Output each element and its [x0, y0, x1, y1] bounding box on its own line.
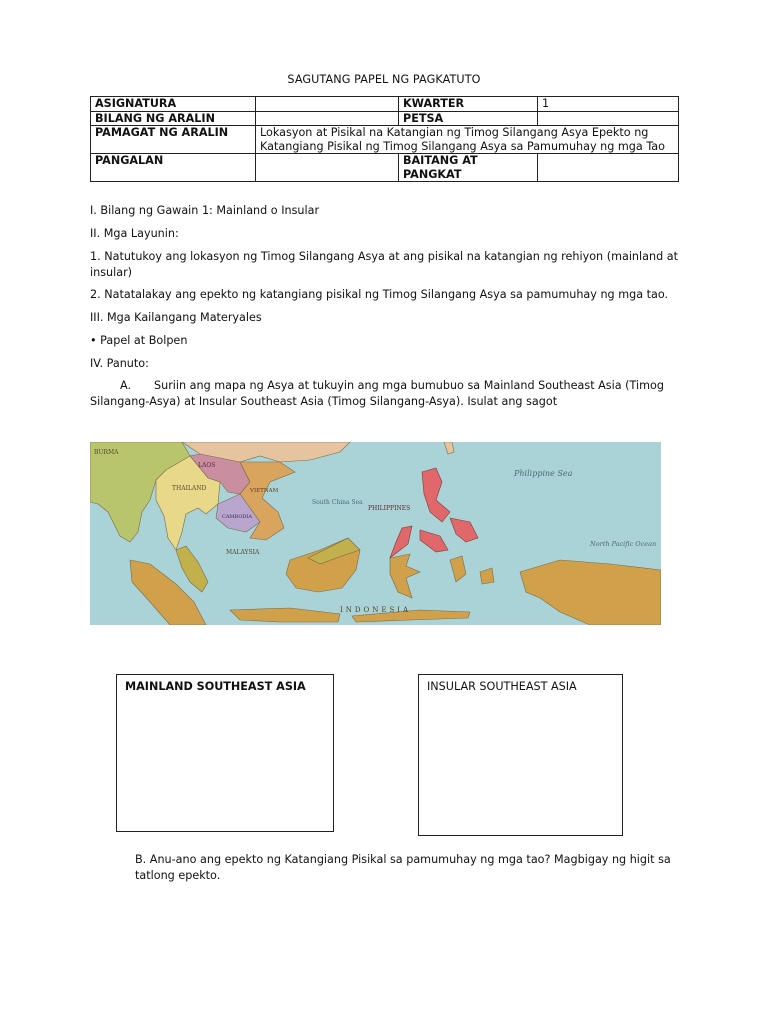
kwarter-field[interactable]: 1 — [538, 97, 679, 112]
map-label-cambodia: CAMBODIA — [222, 514, 253, 520]
map-label-south-china-sea: South China Sea — [312, 499, 363, 506]
kwarter-label: KWARTER — [399, 97, 538, 112]
petsa-field[interactable] — [538, 111, 679, 126]
panuto-b: B. Anu-ano ang epekto ng Katangiang Pisikal sa pamumuhay ng mga tao? Magbigay ng higit sa tatlong epekto. — [135, 853, 671, 882]
mainland-answer-box[interactable] — [116, 674, 334, 832]
map-label-indonesia: INDONESIA — [340, 606, 412, 614]
map-label-burma: BURMA — [94, 449, 119, 456]
info-table — [90, 96, 679, 182]
panuto-a — [90, 378, 670, 409]
map-label-vietnam: VIETNAM — [250, 488, 279, 494]
asignatura-field[interactable] — [256, 97, 399, 112]
map-label-north-pacific: North Pacific Ocean — [590, 540, 657, 548]
materyales-heading: III. Mga Kailangang Materyales — [90, 311, 262, 324]
pamagat-label: PAMAGAT NG ARALIN — [91, 126, 256, 154]
baitang-label: BAITANG AT PANGKAT — [399, 154, 538, 182]
southeast-asia-map — [90, 442, 661, 625]
petsa-label: PETSA — [399, 111, 538, 126]
insular-box-label: INSULAR SOUTHEAST ASIA — [427, 680, 577, 693]
panuto-a-text: Suriin ang mapa ng Asya at tukuyin ang mga bumubuo sa Mainland Southeast Asia (Timog Silangang-Asya) at Insular Southeast Asia (Timog Silangang-Asya). Isulat ang sagot — [90, 379, 664, 408]
pamagat-field[interactable]: Lokasyon at Pisikal na Katangian ng Timog Silangang Asya Epekto ng Katangiang Pisikal ng Timog Silangang Asya sa Pamumuhay ng mga Tao — [256, 126, 679, 154]
bilang-field[interactable] — [256, 111, 399, 126]
materyales-item: • Papel at Bolpen — [90, 334, 188, 347]
map-label-malaysia: MALAYSIA — [226, 549, 260, 556]
baitang-field[interactable] — [538, 154, 679, 182]
bilang-label: BILANG NG ARALIN — [91, 111, 256, 126]
layunin-item-1: 1. Natutukoy ang lokasyon ng Timog Silangang Asya at ang pisikal na katangian ng rehiyon (mainland at insular) — [90, 250, 678, 279]
mainland-box-label: MAINLAND SOUTHEAST ASIA — [125, 680, 306, 693]
asignatura-label: ASIGNATURA — [91, 97, 256, 112]
layunin-item-2: 2. Natatalakay ang epekto ng katangiang pisikal ng Timog Silangang Asya sa pamumuhay ng mga tao. — [90, 288, 669, 301]
pangalan-field[interactable] — [256, 154, 399, 182]
panuto-heading: IV. Panuto: — [90, 357, 149, 370]
map-label-laos: LAOS — [198, 462, 216, 469]
map-label-philippine-sea: Philippine Sea — [514, 469, 573, 478]
map-label-philippines: PHILIPPINES — [368, 505, 411, 512]
insular-answer-box[interactable] — [418, 674, 623, 836]
map-label-thailand: THAILAND — [172, 485, 207, 492]
panuto-a-letter: A. — [120, 379, 132, 392]
pangalan-label: PANGALAN — [91, 154, 256, 182]
layunin-heading: II. Mga Layunin: — [90, 227, 179, 240]
gawain-text: I. Bilang ng Gawain 1: Mainland o Insular — [90, 204, 320, 217]
document-title: SAGUTANG PAPEL NG PAGKATUTO — [287, 73, 481, 86]
